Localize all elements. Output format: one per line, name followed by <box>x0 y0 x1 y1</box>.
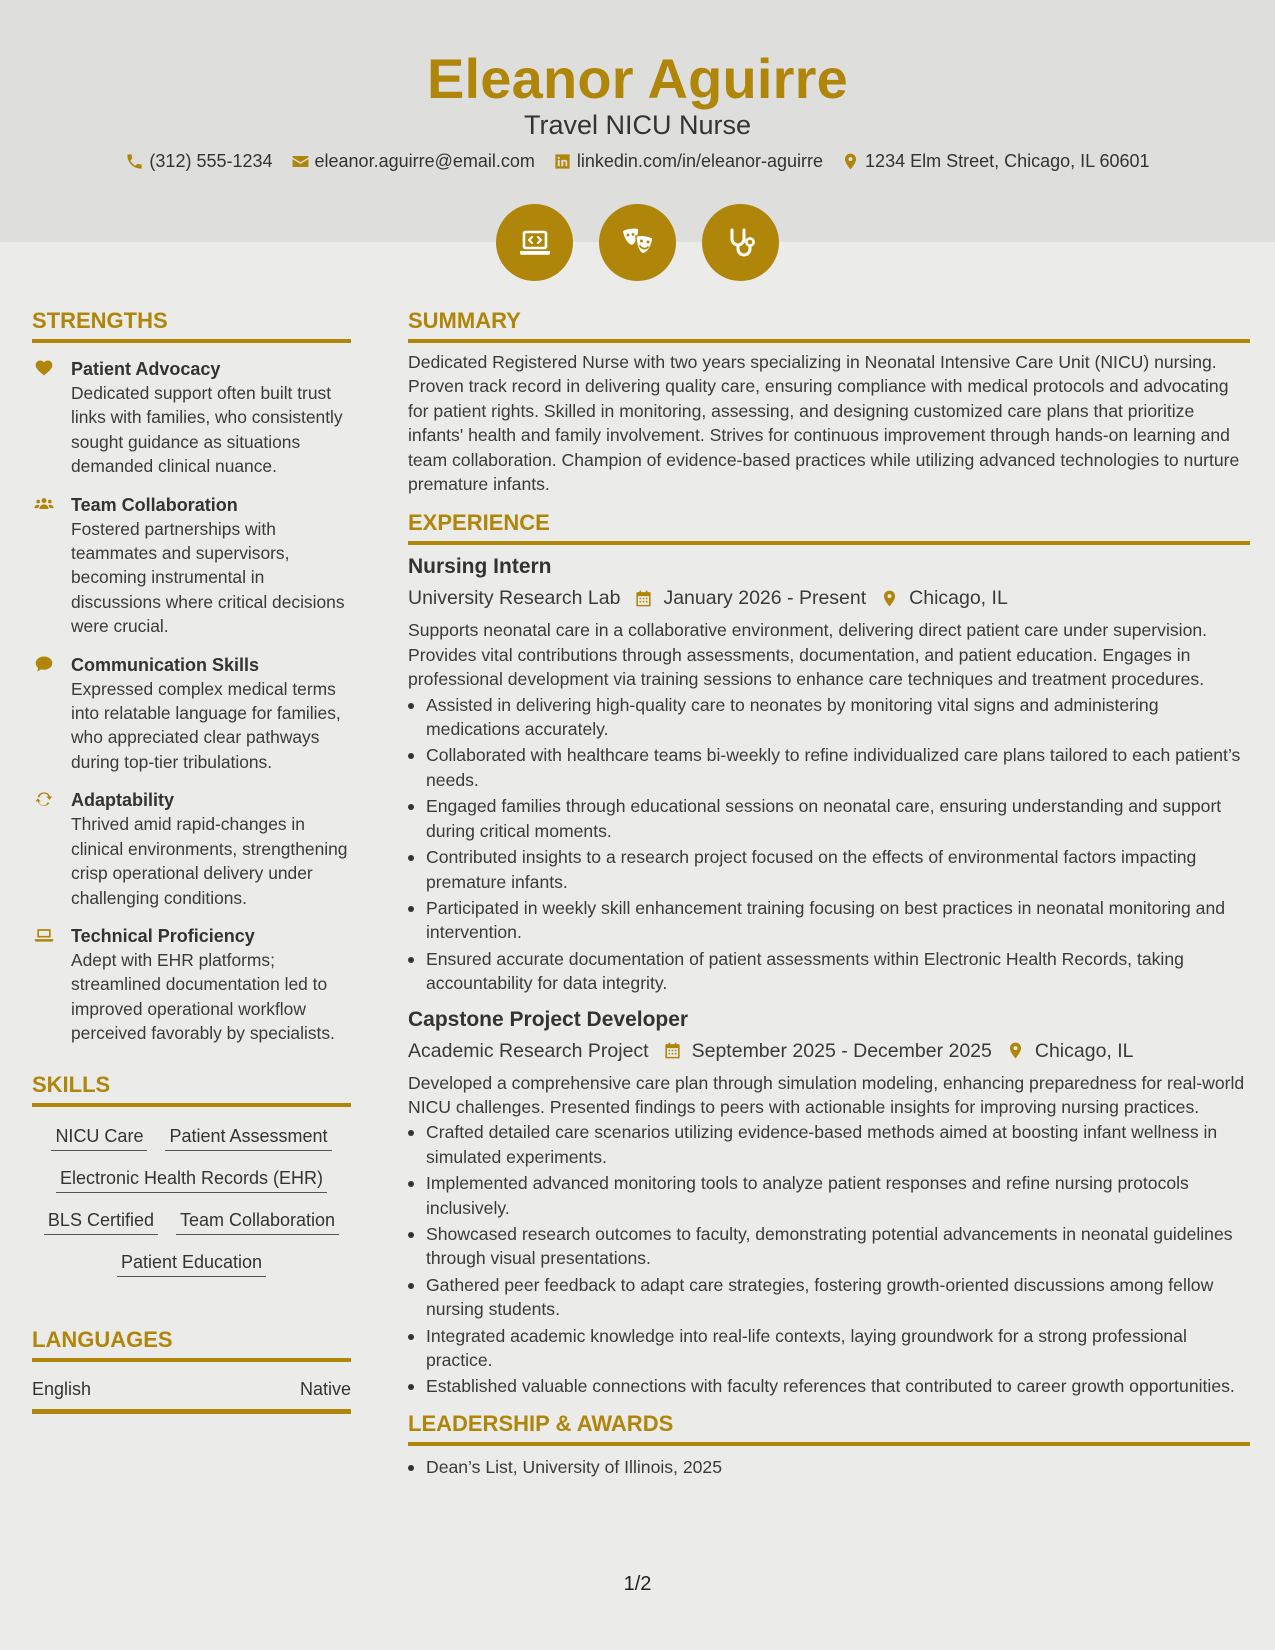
calendar-icon <box>634 589 653 608</box>
location-pin-icon <box>841 152 860 171</box>
stethoscope-icon <box>721 223 761 263</box>
linkedin-icon <box>553 152 572 171</box>
strength-title: Team Collaboration <box>71 494 238 515</box>
stethoscope-badge <box>702 204 779 281</box>
candidate-name: Eleanor Aguirre <box>426 47 849 110</box>
language-level: Native <box>299 1378 351 1399</box>
job-org: Academic Research Project <box>408 1039 649 1062</box>
envelope-icon <box>291 152 310 171</box>
job-dates: September 2025 - December 2025 <box>691 1039 992 1062</box>
bullet-item: Showcased research outcomes to faculty, demonstrating potential advancements in neonatal guidelines through visual presentations. <box>408 1222 1250 1271</box>
contact-address <box>841 151 1150 172</box>
skill-tag: BLS Certified <box>44 1209 158 1235</box>
strengths-heading: STRENGTHS <box>32 308 351 343</box>
skills-heading: SKILLS <box>32 1072 351 1107</box>
job-role: Nursing Intern <box>408 555 552 579</box>
bullet-item: Contributed insights to a research project focused on the effects of environmental factors impacting premature infants. <box>408 845 1250 894</box>
users-icon <box>34 494 54 514</box>
skill-tag: Electronic Health Records (EHR) <box>56 1167 327 1193</box>
awards-list <box>408 1455 1250 1479</box>
bullet-item: Gathered peer feedback to adapt care strategies, fostering growth-oriented discussions among fellow nursing students. <box>408 1273 1250 1322</box>
sync-icon <box>34 789 54 809</box>
job-bullets <box>408 1120 1250 1398</box>
address-text: 1234 Elm Street, Chicago, IL 60601 <box>865 151 1150 171</box>
strength-item <box>32 788 351 910</box>
strength-item <box>32 653 351 775</box>
job-entry <box>408 554 1250 995</box>
calendar-icon <box>663 1041 682 1060</box>
summary-heading: SUMMARY <box>408 308 1250 343</box>
job-location: Chicago, IL <box>909 587 1008 610</box>
candidate-title: Travel NICU Nurse <box>523 110 752 140</box>
location-pin-icon <box>1006 1041 1025 1060</box>
job-meta <box>408 585 1250 611</box>
email-text: eleanor.aguirre@email.com <box>314 151 535 171</box>
strength-title: Patient Advocacy <box>71 359 221 379</box>
job-description: Supports neonatal care in a collaborative environment, delivering direct patient care under supervision. Provides vital contributions through assessments, documentation, and patient education. Engages in professional development via training sessions to enhance care techniques and treatment procedures. <box>408 620 1208 690</box>
comment-icon <box>34 654 54 674</box>
job-entry <box>408 1007 1250 1399</box>
skill-tag: Patient Assessment <box>165 1125 331 1151</box>
contact-bar <box>0 151 1275 172</box>
job-dates: January 2026 - Present <box>663 587 867 610</box>
bullet-item: Engaged families through educational sessions on neonatal care, ensuring understanding and support during critical moments. <box>408 794 1250 843</box>
strength-title: Technical Proficiency <box>71 925 255 946</box>
right-column <box>408 308 1250 1481</box>
left-column <box>32 308 351 1414</box>
laptop-code-badge <box>496 204 573 281</box>
strength-desc: Dedicated support often built trust links with families, who consistently sought guidance as situations demanded clinical nuance. <box>71 383 343 477</box>
page-number: 1/2 <box>623 1573 652 1595</box>
linkedin-text: linkedin.com/in/eleanor-aguirre <box>576 151 824 171</box>
phone-icon <box>125 152 144 171</box>
skill-tag: Patient Education <box>117 1251 266 1277</box>
strength-desc: Fostered partnerships with teammates and supervisors, becoming instrumental in discussions where critical decisions were crucial. <box>71 518 345 637</box>
skills-list <box>32 1107 351 1277</box>
bullet-item: Established valuable connections with faculty references that contributed to career growth opportunities. <box>408 1374 1250 1398</box>
strength-item <box>32 357 351 479</box>
job-description: Developed a comprehensive care plan through simulation modeling, enhancing preparedness for real-world NICU challenges. Presented findings to peers with actionable insights for improving nursing practices. <box>408 1072 1245 1117</box>
awards-heading: LEADERSHIP & AWARDS <box>408 1411 1250 1446</box>
job-bullets <box>408 693 1250 996</box>
laptop-icon <box>34 925 54 945</box>
location-pin-icon <box>880 589 899 608</box>
masks-theater-icon <box>618 223 658 263</box>
award-item: Dean’s List, University of Illinois, 2025 <box>408 1455 1250 1479</box>
skill-tag: Team Collaboration <box>176 1209 339 1235</box>
bullet-item: Assisted in delivering high-quality care to neonates by monitoring vital signs and administering medications accurately. <box>408 693 1250 742</box>
bullet-item: Crafted detailed care scenarios utilizing evidence-based methods aimed at boosting infant wellness in simulated experiments. <box>408 1120 1250 1169</box>
strength-desc: Thrived amid rapid-changes in clinical environments, strengthening crisp operational delivery under challenging conditions. <box>71 814 348 908</box>
bullet-item: Ensured accurate documentation of patient assessments within Electronic Health Records, taking accountability for data integrity. <box>408 947 1250 996</box>
heart-icon <box>34 358 54 378</box>
strength-item <box>32 493 351 639</box>
contact-linkedin[interactable] <box>553 151 823 172</box>
job-meta <box>408 1038 1250 1064</box>
strength-title: Communication Skills <box>71 654 260 675</box>
languages-heading: LANGUAGES <box>32 1327 351 1362</box>
interest-badges <box>0 204 1275 281</box>
bullet-item: Implemented advanced monitoring tools to analyze patient responses and refine nursing protocols inclusively. <box>408 1171 1250 1220</box>
job-role: Capstone Project Developer <box>408 1007 689 1031</box>
bullet-item: Integrated academic knowledge into real-life contexts, laying groundwork for a strong professional practice. <box>408 1324 1250 1373</box>
contact-email[interactable] <box>291 151 535 172</box>
laptop-code-icon <box>515 223 555 263</box>
language-name: English <box>32 1378 92 1399</box>
bullet-item: Collaborated with healthcare teams bi-weekly to refine individualized care plans tailored to each patient’s needs. <box>408 743 1250 792</box>
job-org: University Research Lab <box>408 587 621 610</box>
strength-desc: Adept with EHR platforms; streamlined documentation led to improved operational workflow perceived favorably by specialists. <box>71 949 335 1044</box>
language-item <box>32 1362 351 1414</box>
summary-text: Dedicated Registered Nurse with two years specializing in Neonatal Intensive Care Unit (NICU) nursing. Proven track record in delivering quality care, ensuring compliance with medical protocols and advocating for patient rights. Skilled in monitoring, assessing, and designing customized care plans that prioritize infants' health and family involvement. Strives for continuous improvement through hands-on learning and team collaboration. Champion of evidence-based practices while utilizing advanced technologies to nurture premature infants. <box>408 352 1240 495</box>
skill-tag: NICU Care <box>51 1125 147 1151</box>
job-location: Chicago, IL <box>1034 1039 1134 1062</box>
strength-title: Adaptability <box>71 790 175 811</box>
experience-heading: EXPERIENCE <box>408 510 1250 545</box>
bullet-item: Participated in weekly skill enhancement training focusing on best practices in neonatal monitoring and intervention. <box>408 896 1250 945</box>
contact-phone[interactable] <box>125 151 272 172</box>
phone-text: (312) 555-1234 <box>149 151 273 171</box>
strength-item <box>32 924 351 1046</box>
masks-theater-badge <box>599 204 676 281</box>
strength-desc: Expressed complex medical terms into relatable language for families, who appreciated clear pathways during top-tier tribulations. <box>71 678 341 772</box>
